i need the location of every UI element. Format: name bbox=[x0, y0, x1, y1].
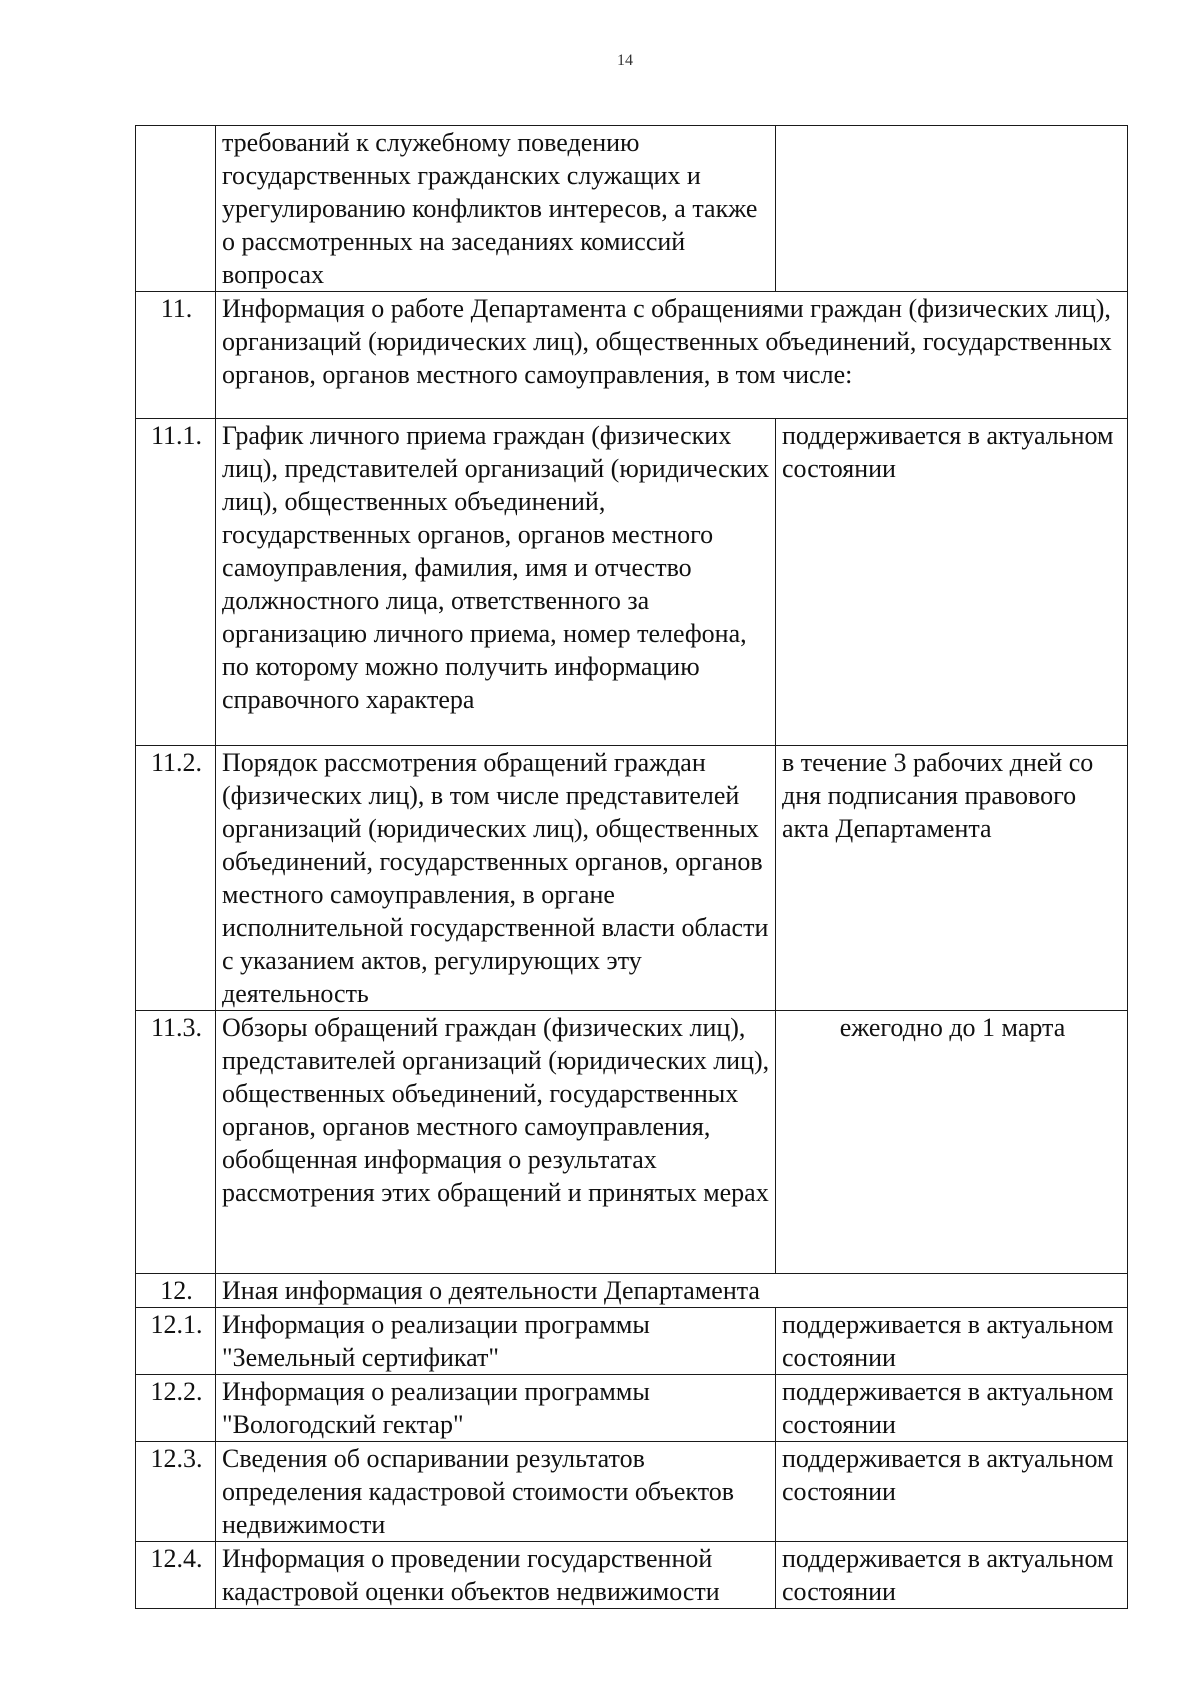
row-number: 11.1. bbox=[136, 419, 216, 746]
row-term: поддерживается в актуальном состоянии bbox=[776, 1308, 1128, 1375]
row-description: Информация о проведении государственной кадастровой оценки объектов недвижимости bbox=[216, 1542, 776, 1609]
table-row bbox=[136, 1442, 1128, 1542]
row-term: ежегодно до 1 марта bbox=[776, 1011, 1128, 1274]
row-term: в течение 3 рабочих дней со дня подписания правового акта Департамента bbox=[776, 746, 1128, 1011]
row-number: 11.3. bbox=[136, 1011, 216, 1274]
row-term: поддерживается в актуальном состоянии bbox=[776, 419, 1128, 746]
table-row-section bbox=[136, 292, 1128, 419]
row-description: График личного приема граждан (физических лиц), представителей организаций (юридических лиц), общественных объединений, государственных органов, органов местного самоуправления, фамилия, имя и отчество должностного лица, ответственного за организацию личного приема, номер телефона, по которому можно получить информацию справочного характера bbox=[216, 419, 776, 746]
table-row bbox=[136, 1375, 1128, 1442]
section-heading: Иная информация о деятельности Департамента bbox=[216, 1274, 1128, 1308]
row-number: 12.2. bbox=[136, 1375, 216, 1442]
row-number: 11. bbox=[136, 292, 216, 419]
row-description: требований к служебному поведению государственных гражданских служащих и урегулированию конфликтов интересов, а также о рассмотренных на заседаниях комиссий вопросах bbox=[216, 126, 776, 292]
row-term: поддерживается в актуальном состоянии bbox=[776, 1375, 1128, 1442]
row-term bbox=[776, 126, 1128, 292]
table-row-section bbox=[136, 1274, 1128, 1308]
table-row bbox=[136, 746, 1128, 1011]
table-row bbox=[136, 1542, 1128, 1609]
row-description: Порядок рассмотрения обращений граждан (физических лиц), в том числе представителей организаций (юридических лиц), общественных объединений, государственных органов, органов местного самоуправления, в органе исполнительной государственной власти области с указанием актов, регулирующих эту деятельность bbox=[216, 746, 776, 1011]
table-row bbox=[136, 1308, 1128, 1375]
row-description: Информация о реализации программы "Вологодский гектар" bbox=[216, 1375, 776, 1442]
table-row bbox=[136, 419, 1128, 746]
row-description: Сведения об оспаривании результатов определения кадастровой стоимости объектов недвижимости bbox=[216, 1442, 776, 1542]
row-term: поддерживается в актуальном состоянии bbox=[776, 1542, 1128, 1609]
page-number: 14 bbox=[617, 52, 633, 69]
information-table bbox=[135, 125, 1128, 1609]
section-heading: Информация о работе Департамента с обращениями граждан (физических лиц), организаций (юридических лиц), общественных объединений, государственных органов, органов местного самоуправления, в том числе: bbox=[216, 292, 1128, 419]
row-number: 12.4. bbox=[136, 1542, 216, 1609]
table-row bbox=[136, 126, 1128, 292]
row-number: 12.3. bbox=[136, 1442, 216, 1542]
row-number: 12.1. bbox=[136, 1308, 216, 1375]
row-number bbox=[136, 126, 216, 292]
row-description: Информация о реализации программы "Земельный сертификат" bbox=[216, 1308, 776, 1375]
table-row bbox=[136, 1011, 1128, 1274]
row-description: Обзоры обращений граждан (физических лиц), представителей организаций (юридических лиц), общественных объединений, государственных органов, органов местного самоуправления, обобщенная информация о результатах рассмотрения этих обращений и принятых мерах bbox=[216, 1011, 776, 1274]
row-number: 12. bbox=[136, 1274, 216, 1308]
row-number: 11.2. bbox=[136, 746, 216, 1011]
row-term: поддерживается в актуальном состоянии bbox=[776, 1442, 1128, 1542]
